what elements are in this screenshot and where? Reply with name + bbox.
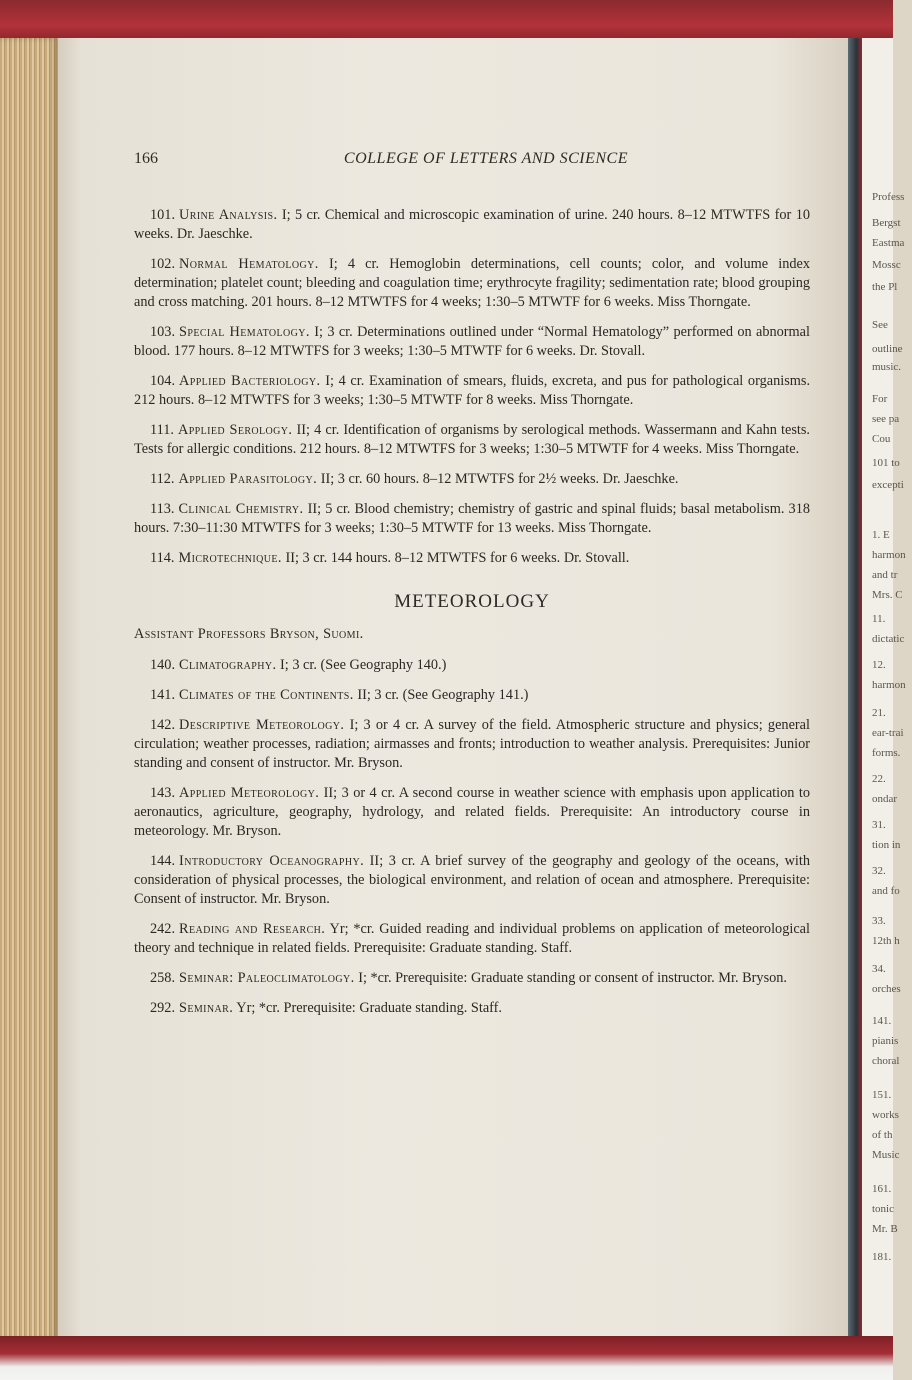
course-title: Climates of the Continents. xyxy=(179,687,354,703)
course-list-medical-technology xyxy=(134,206,810,568)
course-entry xyxy=(134,920,810,958)
course-title: Normal Hematology. xyxy=(179,256,319,272)
running-title: COLLEGE OF LETTERS AND SCIENCE xyxy=(343,150,628,167)
next-page-fragment: tion in xyxy=(872,839,901,851)
course-entry xyxy=(134,784,810,841)
course-number: 140. xyxy=(150,657,176,673)
course-title: Climatography. xyxy=(179,657,277,673)
next-page-fragment: and tr xyxy=(872,569,898,581)
next-page-fragment: orches xyxy=(872,983,901,995)
course-entry xyxy=(134,716,810,773)
course-description: I; 3 cr. (See Geography 140.) xyxy=(280,657,447,673)
course-number: 102. xyxy=(150,256,176,272)
next-page-fragment: the Pl xyxy=(872,281,898,293)
next-page-fragment: 21. xyxy=(872,707,886,719)
course-number: 292. xyxy=(150,1000,176,1016)
next-page-fragment: 181. xyxy=(872,1251,892,1263)
course-title: Applied Parasitology. xyxy=(178,471,318,487)
course-description: II; 3 cr. 60 hours. 8–12 MTWTFS for 2½ weeks. Dr. Jaeschke. xyxy=(320,471,679,487)
course-title: Introductory Oceanography. xyxy=(179,853,365,869)
course-entry xyxy=(134,852,810,909)
course-number: 104. xyxy=(150,373,176,389)
next-page-fragment: For xyxy=(872,393,888,405)
next-page-fragment: 31. xyxy=(872,819,886,831)
next-page-fragment: Music xyxy=(872,1149,900,1161)
next-page-fragment: ondar xyxy=(872,793,898,805)
course-description: Yr; *cr. Guided reading and individual problems on application of meteorological theory and technique in related fields. Prerequisite: Graduate standing. Staff. xyxy=(134,921,810,956)
next-page-fragment: 33. xyxy=(872,915,886,927)
course-entry xyxy=(134,969,810,988)
page-edges-left xyxy=(0,38,58,1340)
next-page-fragment: 12. xyxy=(872,659,886,671)
course-title: Reading and Research. xyxy=(179,921,326,937)
course-entry xyxy=(134,686,810,705)
course-title: Seminar: Paleoclimatology. xyxy=(179,970,355,986)
course-entry xyxy=(134,421,810,459)
book-gutter xyxy=(848,38,862,1340)
course-number: 101. xyxy=(150,207,176,223)
course-description: II; 4 cr. Identification of organisms by serological methods. Wassermann and Kahn tests. Tests for allergic conditions. 212 hours. 8–12 MTWTFS for 3 weeks; 1:30–5 MTWTF for 4 weeks. Miss Thorngate. xyxy=(134,422,810,457)
course-title: Applied Bacteriology. xyxy=(179,373,321,389)
next-page-fragment: 101 to xyxy=(872,457,900,469)
next-page-fragment: 32. xyxy=(872,865,886,877)
course-number: 242. xyxy=(150,921,176,937)
next-page-fragment: harmon xyxy=(872,679,906,691)
course-entry xyxy=(134,470,810,489)
next-page-fragment: 12th h xyxy=(872,935,900,947)
course-description: I; *cr. Prerequisite: Graduate standing or consent of instructor. Mr. Bryson. xyxy=(358,970,788,986)
course-description: II; 3 cr. A brief survey of the geography and geology of the oceans, with consideration of physical processes, the biological environment, and relation of ocean and atmosphere. Prerequisite: Consent of instructor. Mr. Bryson. xyxy=(134,853,810,907)
course-title: Urine Analysis. xyxy=(179,207,278,223)
next-page-fragment: forms. xyxy=(872,747,901,759)
next-page-fragment: outline xyxy=(872,343,903,355)
next-page-fragment: See xyxy=(872,319,888,331)
next-page-fragment: 151. xyxy=(872,1089,892,1101)
next-page-fragment: excepti xyxy=(872,479,904,491)
next-page-fragment: 11. xyxy=(872,613,886,625)
next-page-fragment: Mr. B xyxy=(872,1223,898,1235)
next-page-fragment: pianis xyxy=(872,1035,899,1047)
course-description: I; 3 cr. Determinations outlined under “Normal Hematology” performed on abnormal blood. 177 hours. 8–12 MTWTFS for 3 weeks; 1:30–5 MTWTF for 6 weeks. Dr. Stovall. xyxy=(134,324,810,359)
next-page-fragment: tonic xyxy=(872,1203,894,1215)
course-number: 144. xyxy=(150,853,176,869)
next-page-fragment: harmon xyxy=(872,549,906,561)
course-title: Applied Serology. xyxy=(177,422,293,438)
course-entry xyxy=(134,549,810,568)
course-title: Special Hematology. xyxy=(179,324,310,340)
course-number: 112. xyxy=(150,471,175,487)
page-header xyxy=(134,150,628,174)
next-page-fragment: of th xyxy=(872,1129,893,1141)
course-description: II; 3 or 4 cr. A second course in weather science with emphasis upon application to aeronautics, agriculture, geography, hydrology, and related fields. Prerequisite: An introductory course in meteorology. Mr. Bryson. xyxy=(134,785,810,839)
course-entry xyxy=(134,372,810,410)
course-number: 143. xyxy=(150,785,176,801)
course-description: I; 3 or 4 cr. A survey of the field. Atmospheric structure and physics; general circulation; weather processes, radiation; airmasses and fronts; introduction to weather analysis. Prerequisites: Junior standing and consent of instructor. Mr. Bryson. xyxy=(134,717,810,771)
next-page-fragment: 1. E xyxy=(872,529,890,541)
next-page-fragment: Mossc xyxy=(872,259,901,271)
next-page-fragment: 22. xyxy=(872,773,886,785)
course-number: 103. xyxy=(150,324,176,340)
course-list-meteorology xyxy=(134,656,810,1018)
course-entry xyxy=(134,500,810,538)
course-entry xyxy=(134,206,810,244)
course-number: 141. xyxy=(150,687,176,703)
next-page-edge xyxy=(862,38,906,1340)
next-page-fragment: Mrs. C xyxy=(872,589,903,601)
next-page-fragment: works xyxy=(872,1109,899,1121)
course-description: I; 4 cr. Examination of smears, fluids, excreta, and pus for pathological organisms. 212 hours. 8–12 MTWTFS for 3 weeks; 1:30–5 MTWTF for 8 weeks. Miss Thorngate. xyxy=(134,373,811,408)
course-entry xyxy=(134,999,810,1018)
next-page-fragment: and fo xyxy=(872,885,900,897)
course-description: I; 5 cr. Chemical and microscopic examination of urine. 240 hours. 8–12 MTWTFS for 10 weeks. Dr. Jaeschke. xyxy=(134,207,810,242)
course-title: Applied Meteorology. xyxy=(179,785,320,801)
course-number: 111. xyxy=(150,422,174,438)
course-entry xyxy=(134,255,810,312)
section-title: METEOROLOGY xyxy=(394,591,550,612)
course-entry xyxy=(134,323,810,361)
book-cover-bottom xyxy=(0,1336,893,1380)
course-title: Microtechnique. xyxy=(178,550,282,566)
course-title: Clinical Chemistry. xyxy=(178,501,304,517)
section-faculty: Assistant Professors Bryson, Suomi. xyxy=(134,626,364,642)
next-page-fragment: 34. xyxy=(872,963,886,975)
page-number: 166 xyxy=(134,150,158,167)
next-page-fragment: choral xyxy=(872,1055,900,1067)
course-number: 114. xyxy=(150,550,175,566)
course-title: Seminar. xyxy=(179,1000,234,1016)
course-number: 113. xyxy=(150,501,175,517)
course-description: II; 3 cr. (See Geography 141.) xyxy=(357,687,529,703)
page-content xyxy=(134,206,810,1029)
next-page-fragment: 141. xyxy=(872,1015,892,1027)
course-number: 142. xyxy=(150,717,176,733)
next-page-fragment: music. xyxy=(872,361,902,373)
next-page-fragment: Bergst xyxy=(872,217,901,229)
next-page-fragment: 161. xyxy=(872,1183,892,1195)
course-number: 258. xyxy=(150,970,176,986)
course-description: II; 3 cr. 144 hours. 8–12 MTWTFS for 6 weeks. Dr. Stovall. xyxy=(285,550,630,566)
course-description: II; 5 cr. Blood chemistry; chemistry of gastric and spinal fluids; basal metabolism. 318 hours. 7:30–11:30 MTWTFS for 3 weeks; 1:30–5 MTWTF for 13 weeks. Miss Thorngate. xyxy=(134,501,810,536)
course-description: Yr; *cr. Prerequisite: Graduate standing. Staff. xyxy=(236,1000,502,1016)
next-page-fragment: dictatic xyxy=(872,633,905,645)
next-page-fragment: ear-trai xyxy=(872,727,904,739)
course-description: I; 4 cr. Hemoglobin determinations, cell counts; color, and volume index determination; platelet count; bleeding and coagulation time; erythrocyte fragility; sedimentation rate; blood grouping and cross matching. 201 hours. 8–12 MTWTFS for 4 weeks; 1:30–5 MTWTF for 6 weeks. Miss Thorngate. xyxy=(134,256,810,310)
next-page-fragment: see pa xyxy=(872,413,900,425)
course-entry xyxy=(134,656,810,675)
next-page-fragment: Eastma xyxy=(872,237,905,249)
next-page-fragment: Cou xyxy=(872,433,891,445)
course-title: Descriptive Meteorology. xyxy=(179,717,345,733)
next-page-fragment: Profess xyxy=(872,191,905,203)
